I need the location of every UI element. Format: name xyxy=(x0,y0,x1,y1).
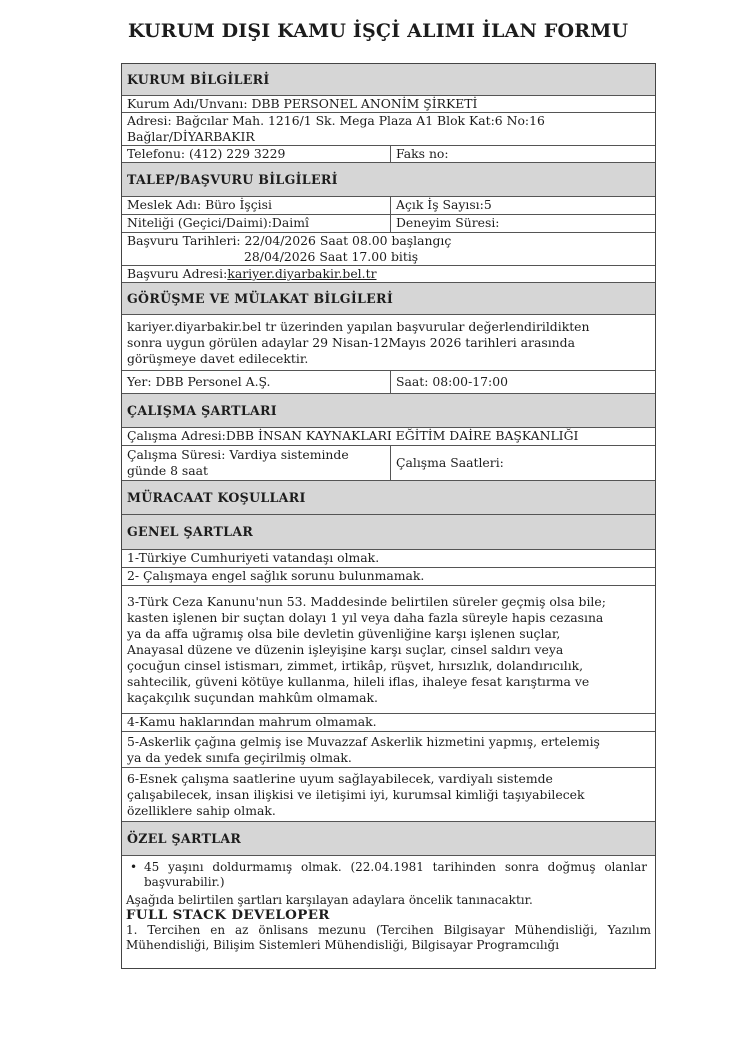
pozisyon-title: FULL STACK DEVELOPER xyxy=(126,907,330,923)
section-gorusme-heading: GÖRÜŞME VE MÜLAKAT BİLGİLERİ xyxy=(122,283,655,315)
genel-sart-5-line-2: ya da yedek sınıfa geçirilmiş olmak. xyxy=(127,749,352,765)
gorusme-yer: Yer: DBB Personel A.Ş. xyxy=(122,371,391,393)
gorusme-line-2: sonra uygun görülen adaylar 29 Nisan-12Mayıs 2026 tarihleri arasında xyxy=(127,334,575,350)
basvuru-adresi-label: Başvuru Adresi: xyxy=(127,266,228,281)
calisma-suresi-line-2: günde 8 saat xyxy=(127,463,209,478)
kurum-contact-row xyxy=(122,146,655,163)
genel-sart-3-line-5: çocuğun cinsel istismarı, zimmet, irtikâp, rüşvet, hırsızlık, dolandırıcılık, xyxy=(127,657,584,673)
calisma-adresi: Çalışma Adresi:DBB İNSAN KAYNAKLARI EĞİTİM DAİRE BAŞKANLIĞI xyxy=(122,428,655,446)
genel-sart-2: 2- Çalışmaya engel sağlık sorunu bulunmamak. xyxy=(122,568,655,586)
genel-sart-3-line-2: kasten işlenen bir suçtan dolayı 1 yıl veya daha fazla süreyle hapis cezasına xyxy=(127,609,604,625)
genel-sart-3-line-6: sahtecilik, güveni kötüye kullanma, hileli iflas, ihaleye fesat karıştırma ve xyxy=(127,673,590,689)
kurum-telefon: Telefonu: (412) 229 3229 xyxy=(122,146,391,162)
oncelik-text: Aşağıda belirtilen şartları karşılayan adaylara öncelik tanınacaktır. xyxy=(126,893,533,907)
application-form xyxy=(121,63,656,969)
section-genel-heading: GENEL ŞARTLAR xyxy=(122,515,655,550)
calisma-suresi-line-1: Çalışma Süresi: Vardiya sisteminde xyxy=(127,447,349,462)
gorusme-aciklama xyxy=(122,315,655,371)
kurum-adres-line-2: Bağlar/DİYARBAKIR xyxy=(127,129,255,144)
bullet-icon: • xyxy=(130,860,138,874)
genel-sart-3 xyxy=(122,586,655,714)
section-ozel-heading: ÖZEL ŞARTLAR xyxy=(122,822,655,856)
talep-meslek-row xyxy=(122,197,655,215)
calisma-suresi xyxy=(122,446,391,480)
genel-sart-1: 1-Türkiye Cumhuriyeti vatandaşı olmak. xyxy=(122,550,655,568)
kurum-faks: Faks no: xyxy=(396,146,449,161)
section-muracaat-heading: MÜRACAAT KOŞULLARI xyxy=(122,481,655,515)
meslek-adi: Meslek Adı: Büro İşçisi xyxy=(122,197,391,214)
genel-sart-6-line-1: 6-Esnek çalışma saatlerine uyum sağlayabilecek, vardiyalı sistemde xyxy=(127,770,553,786)
genel-sart-5 xyxy=(122,732,655,768)
genel-sart-6-line-2: çalışabilecek, insan ilişkisi ve iletişimi iyi, kurumsal kimliği taşıyabilecek xyxy=(127,786,585,802)
talep-nitelik-row xyxy=(122,215,655,233)
genel-sart-4: 4-Kamu haklarından mahrum olmamak. xyxy=(122,714,655,732)
gorusme-saat: Saat: 08:00-17:00 xyxy=(396,374,508,389)
basvuru-tarih-baslangic: Başvuru Tarihleri: 22/04/2026 Saat 08.00 başlangıç xyxy=(127,233,452,248)
ozel-sartlar-body xyxy=(122,856,655,968)
basvuru-tarihleri xyxy=(122,233,655,266)
genel-sart-3-line-4: Anayasal düzene ve düzenin işleyişine karşı suçlar, cinsel saldırı veya xyxy=(127,641,564,657)
basvuru-tarih-bitis: 28/04/2026 Saat 17.00 bitiş xyxy=(244,249,419,264)
page-title: KURUM DIŞI KAMU İŞÇİ ALIMI İLAN FORMU xyxy=(128,20,629,42)
section-kurum-heading: KURUM BİLGİLERİ xyxy=(122,64,655,96)
kurum-adres xyxy=(122,113,655,146)
calisma-saatleri: Çalışma Saatleri: xyxy=(396,455,504,470)
basvuru-adresi-link[interactable]: kariyer.diyarbakir.bel.tr xyxy=(227,266,377,281)
genel-sart-6-line-3: özelliklere sahip olmak. xyxy=(127,802,276,818)
acik-is-sayisi: Açık İş Sayısı:5 xyxy=(396,197,492,212)
gorusme-line-3: görüşmeye davet edilecektir. xyxy=(127,350,309,366)
ozel-sart-yas xyxy=(122,856,655,890)
gorusme-yer-row xyxy=(122,371,655,394)
calisma-sure-row xyxy=(122,446,655,481)
genel-sart-3-line-1: 3-Türk Ceza Kanunu'nun 53. Maddesinde belirtilen süreler geçmiş olsa bile; xyxy=(127,593,606,609)
ozel-sart-yas-text: 45 yaşını doldurmamış olmak. (22.04.1981 tarihinden sonra doğmuş olanlar başvurabilir.) xyxy=(144,860,647,889)
kurum-adres-line-1: Adresi: Bağcılar Mah. 1216/1 Sk. Mega Plaza A1 Blok Kat:6 No:16 xyxy=(127,113,545,128)
niteligi: Niteliği (Geçici/Daimi):Daimî xyxy=(122,215,391,232)
gorusme-line-1: kariyer.diyarbakir.bel tr üzerinden yapılan başvurular değerlendirildikten xyxy=(127,318,590,334)
genel-sart-6 xyxy=(122,768,655,822)
kurum-adi: Kurum Adı/Unvanı: DBB PERSONEL ANONİM ŞİRKETİ xyxy=(122,96,655,113)
genel-sart-5-line-1: 5-Askerlik çağına gelmiş ise Muvazzaf Askerlik hizmetini yapmış, ertelemiş xyxy=(127,733,600,749)
ozel-madde-1: 1. Tercihen en az önlisans mezunu (Tercihen Bilgisayar Mühendisliği, Yazılım Mühendisliği, Bilişim Sistemleri Mühendisliği, Bilgisayar Programcılığı xyxy=(126,923,651,952)
section-talep-heading: TALEP/BAŞVURU BİLGİLERİ xyxy=(122,163,655,197)
section-calisma-heading: ÇALIŞMA ŞARTLARI xyxy=(122,394,655,428)
deneyim-suresi: Deneyim Süresi: xyxy=(396,215,500,230)
genel-sart-3-line-7: kaçakçılık suçundan mahkûm olmamak. xyxy=(127,689,378,705)
genel-sart-3-line-3: ya da affa uğramış olsa bile devletin güvenliğine karşı işlenen suçlar, xyxy=(127,625,561,641)
basvuru-adresi xyxy=(122,266,655,283)
